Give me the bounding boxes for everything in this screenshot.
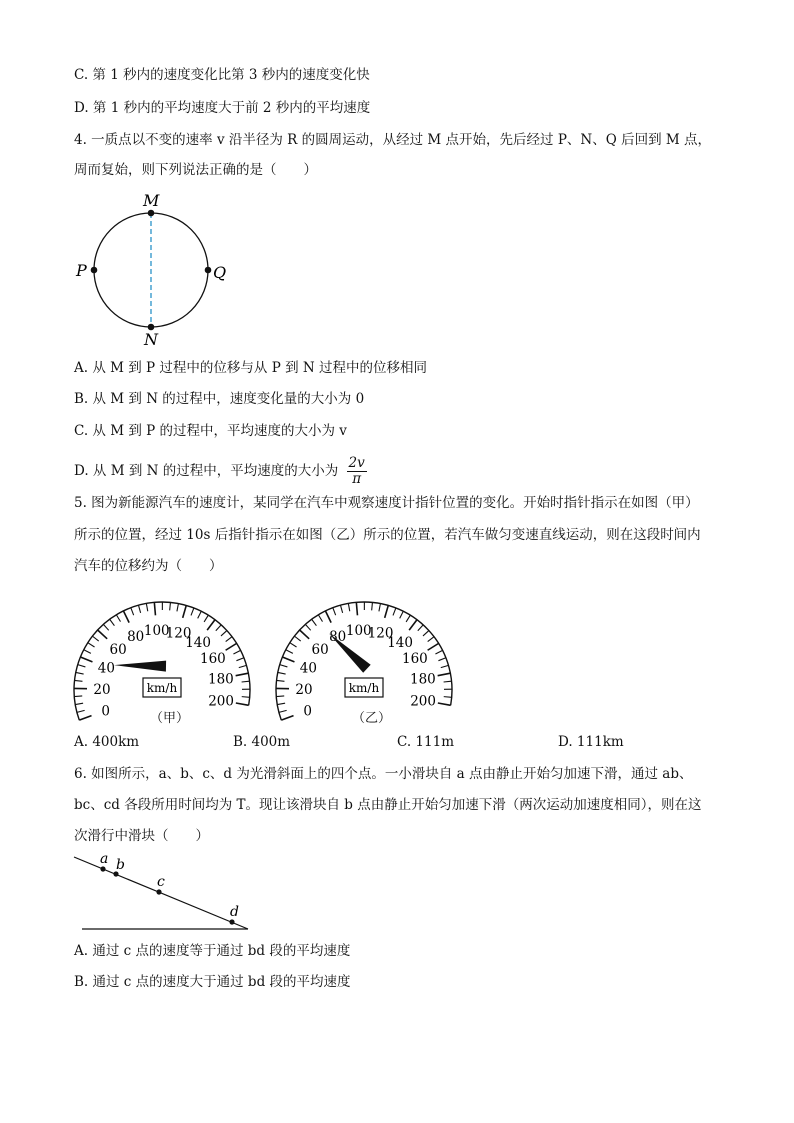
gauge-jia-tick-label: 80 xyxy=(127,629,145,646)
gauge-yi-tick xyxy=(282,657,294,662)
q6-stem-line1: 6. 如图所示，a、b、c、d 为光滑斜面上的四个点。一小滑块自 a 点由静止开始匀加速下滑，通过 ab、 xyxy=(74,766,693,782)
gauge-yi-tick xyxy=(300,630,310,639)
gauge-yi-tick xyxy=(279,710,287,712)
gauge-jia-tick xyxy=(236,658,243,661)
gauge-jia-tick xyxy=(207,620,215,630)
q5-option-a: A. 400km xyxy=(74,734,140,750)
gauge-jia-tick-label: 200 xyxy=(208,693,234,710)
label-b: b xyxy=(116,857,125,873)
gauge-yi-tick xyxy=(444,681,452,682)
gauge-jia-needle xyxy=(114,661,166,672)
q4-option-c: C. 从 M 到 P 的过程中，平均速度的大小为 v xyxy=(74,423,347,439)
gauge-jia-tick-label: 60 xyxy=(109,642,127,659)
gauge-yi-tick xyxy=(379,604,380,612)
q5-option-b: B. 400m xyxy=(233,734,291,750)
label-p: P xyxy=(76,261,87,280)
q6-option-a: A. 通过 c 点的速度等于通过 bd 段的平均速度 xyxy=(74,943,351,959)
speedometer-yi xyxy=(262,578,467,720)
q3-option-d: D. 第 1 秒内的平均速度大于前 2 秒内的平均速度 xyxy=(74,100,371,116)
gauge-yi-tick xyxy=(294,636,300,641)
gauge-jia-tick xyxy=(170,602,171,610)
gauge-yi-tick xyxy=(333,608,336,615)
fraction-numerator: 2v xyxy=(348,455,365,471)
gauge-jia-tick xyxy=(78,665,86,667)
gauge-jia-unit-label: km/h xyxy=(146,681,178,695)
gauge-yi-tick xyxy=(428,637,434,642)
gauge-jia-tick xyxy=(226,643,237,650)
gauge-yi-tick-label: 140 xyxy=(387,635,413,652)
gauge-jia-tick-label: 20 xyxy=(93,681,111,698)
point-d xyxy=(229,919,234,924)
gauge-jia-tick xyxy=(74,696,82,697)
speedometer-jia xyxy=(60,578,265,720)
gauge-yi-tick xyxy=(340,605,342,613)
gauge-yi-tick-label: 180 xyxy=(410,671,436,688)
gauge-yi-tick xyxy=(435,650,442,654)
gauge-yi-tick xyxy=(281,716,293,720)
gauge-jia-tick xyxy=(79,716,91,720)
gauge-yi-tick xyxy=(325,611,331,623)
q4-option-d-text: D. 从 M 到 N 的过程中，平均速度的大小为 xyxy=(74,463,339,479)
gauge-jia-tick xyxy=(236,703,249,705)
gauge-yi-tick xyxy=(428,643,439,650)
gauge-yi-tick xyxy=(277,703,285,704)
gauge-yi-tick-label: 60 xyxy=(311,642,329,659)
gauge-yi-tick xyxy=(393,608,396,615)
gauge-yi-tick xyxy=(423,631,429,636)
gauge-jia-tick xyxy=(77,710,85,712)
point-q xyxy=(205,267,212,274)
q5-stem-line2: 所示的位置，经过 10s 后指针指示在如图（乙）所示的位置，若汽车做匀变速直线运动，则在这段时间内 xyxy=(74,527,701,543)
gauge-yi-tick-label: 80 xyxy=(329,629,347,646)
caption-jia: （甲） xyxy=(150,711,190,726)
gauge-jia-tick-label: 40 xyxy=(97,660,115,677)
gauge-jia-tick-label: 160 xyxy=(199,651,226,668)
gauge-yi-tick-label: 100 xyxy=(345,623,372,640)
q3-option-c: C. 第 1 秒内的速度变化比第 3 秒内的速度变化快 xyxy=(74,67,370,83)
q4-option-a: A. 从 M 到 P 过程中的位移与从 P 到 N 过程中的位移相同 xyxy=(74,360,427,376)
q4-option-d xyxy=(74,456,367,487)
gauge-yi-tick xyxy=(290,643,297,647)
label-q: Q xyxy=(213,263,227,282)
q5-option-c: C. 111m xyxy=(397,734,454,750)
gauge-yi-tick xyxy=(305,624,310,630)
gauge-jia-tick xyxy=(76,672,84,674)
label-m: M xyxy=(143,191,160,210)
gauge-jia-tick xyxy=(80,657,92,662)
q5-stem-line3: 汽车的位移约为（ ） xyxy=(74,558,223,574)
gauge-jia-tick xyxy=(236,673,249,675)
label-n: N xyxy=(144,330,158,349)
gauge-yi-tick xyxy=(348,603,349,611)
gauge-yi-tick xyxy=(444,697,452,698)
caption-yi: （乙） xyxy=(352,711,392,726)
gauge-jia-tick xyxy=(131,608,134,615)
label-d: d xyxy=(230,904,239,920)
gauge-jia-tick xyxy=(146,603,147,611)
gauge-yi-tick xyxy=(286,650,293,654)
gauge-yi-tick xyxy=(318,615,322,622)
gauge-yi-tick xyxy=(277,680,285,681)
gauge-jia-tick xyxy=(92,636,98,641)
q4-stem-line1: 4. 一质点以不变的速率 v 沿半径为 R 的圆周运动，从经过 M 点开始，先后经过 P、N、Q 后回到 M 点， xyxy=(74,132,711,148)
gauge-yi-tick xyxy=(312,619,317,625)
gauge-jia-tick xyxy=(233,650,240,654)
fraction-denominator: π xyxy=(352,471,362,487)
gauge-jia-tick xyxy=(177,604,178,612)
q6-stem-line2: bc、cd 各段所用时间均为 T。现让该滑块自 b 点由静止开始匀加速下滑（两次运动加速度相同），则在这 xyxy=(74,797,702,813)
point-a xyxy=(100,866,105,871)
gauge-jia-tick xyxy=(191,608,194,615)
gauge-yi-tick xyxy=(409,620,417,630)
gauge-yi-tick xyxy=(276,696,284,697)
gauge-yi-tick xyxy=(418,625,423,631)
gauge-jia-tick xyxy=(75,680,83,681)
point-c xyxy=(156,889,161,894)
q5-stem-line1: 5. 图为新能源汽车的速度计，某同学在汽车中观察速度计指针位置的变化。开始时指针指示在如图（甲） xyxy=(74,495,699,511)
gauge-yi-tick xyxy=(438,658,445,661)
q6-stem-line3: 次滑行中滑块（ ） xyxy=(74,828,209,844)
gauge-yi-tick xyxy=(438,673,451,675)
gauge-yi-tick-label: 40 xyxy=(299,660,317,677)
gauge-jia-tick-label: 120 xyxy=(165,625,192,642)
gauge-jia-tick xyxy=(242,697,250,698)
gauge-jia-tick-label: 100 xyxy=(143,623,170,640)
gauge-yi-tick xyxy=(280,665,288,667)
gauge-yi-tick-label: 0 xyxy=(303,703,312,720)
gauge-jia-tick-label: 140 xyxy=(185,635,211,652)
gauge-jia-tick xyxy=(216,625,221,631)
gauge-jia-tick xyxy=(138,605,140,613)
gauge-yi-tick xyxy=(372,602,373,610)
gauge-jia-tick xyxy=(221,631,227,636)
gauge-jia-tick xyxy=(88,643,95,647)
gauge-yi-tick xyxy=(441,665,449,667)
gauge-jia-tick xyxy=(110,619,115,625)
gauge-jia-tick xyxy=(239,665,247,667)
gauge-jia-tick xyxy=(98,630,108,639)
gauge-yi-tick xyxy=(356,602,357,615)
gauge-jia-tick xyxy=(103,624,108,630)
gauge-yi-unit-label: km/h xyxy=(348,681,380,695)
gauge-jia-tick xyxy=(183,605,187,617)
gauge-jia-tick xyxy=(226,637,232,642)
gauge-jia-tick xyxy=(84,650,91,654)
gauge-yi-tick-label: 120 xyxy=(367,625,394,642)
gauge-yi-tick xyxy=(400,611,404,618)
q6-option-b: B. 通过 c 点的速度大于通过 bd 段的平均速度 xyxy=(74,974,351,990)
fraction-2v-over-pi xyxy=(347,456,367,487)
gauge-yi-tick xyxy=(438,703,451,705)
q4-stem-line2: 周而复始，则下列说法正确的是（ ） xyxy=(74,162,317,178)
q5-option-d: D. 111km xyxy=(558,734,624,750)
label-a: a xyxy=(100,851,109,867)
gauge-jia-tick xyxy=(242,681,250,682)
gauge-yi-tick xyxy=(406,615,410,622)
point-p xyxy=(91,267,98,274)
q4-option-b: B. 从 M 到 N 的过程中，速度变化量的大小为 0 xyxy=(74,391,365,407)
gauge-jia-tick-label: 180 xyxy=(208,671,234,688)
gauge-yi-tick xyxy=(385,605,389,617)
point-m xyxy=(148,210,155,217)
gauge-jia-tick xyxy=(198,611,202,618)
gauge-jia-tick-label: 0 xyxy=(101,703,110,720)
circle-figure xyxy=(70,190,240,350)
gauge-jia-tick xyxy=(154,602,155,615)
gauge-yi-tick-label: 160 xyxy=(401,651,428,668)
gauge-jia-tick xyxy=(123,611,129,623)
gauge-yi-tick xyxy=(278,672,286,674)
gauge-jia-tick xyxy=(204,615,208,622)
gauge-yi-tick-label: 200 xyxy=(410,693,436,710)
gauge-jia-tick xyxy=(116,615,120,622)
gauge-yi-tick-label: 20 xyxy=(295,681,313,698)
gauge-jia-tick xyxy=(75,703,83,704)
label-c: c xyxy=(157,874,165,890)
slope-figure xyxy=(70,848,260,934)
